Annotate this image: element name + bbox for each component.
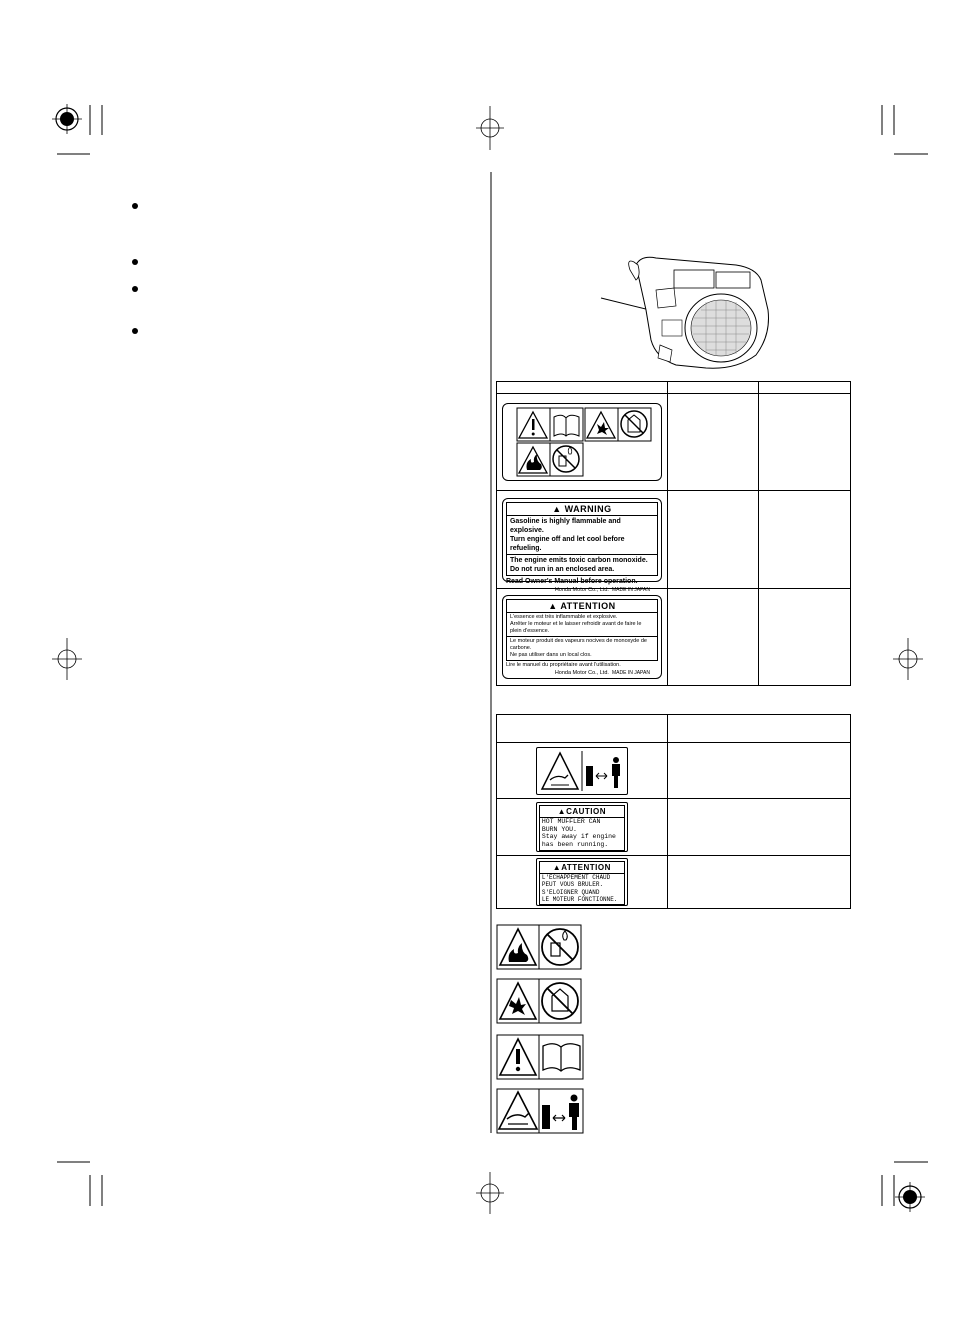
registration-cross-right [893,638,923,680]
attention-muffler-text-line: LE MOTEUR FONCTIONNE. [541,895,618,903]
open-book-icon [543,1044,580,1071]
engine-illustration [596,250,786,375]
bullet-1 [132,203,138,209]
warning-text-line: Do not run in an enclosed area. [509,565,615,573]
caution-text-line: BURN YOU. [541,825,577,833]
fire-triangle-icon [519,447,547,473]
warning-text-line: The engine emits toxic carbon monoxide. [509,556,648,564]
caution-title: ▲CAUTION [540,806,624,818]
attention-muffler-text-line: L'ECHAPPEMENT CHAUD [541,874,611,881]
explosion-triangle-icon [587,412,615,438]
no-enclosed-area-icon [542,983,578,1019]
safety-labels-table [496,381,851,686]
warning-text-line: Read Owner's Manual before operation. [505,577,638,585]
keep-distance-icon [586,757,620,788]
warning-label [502,498,662,593]
registration-cross-top [476,106,504,150]
warning-title: ▲ WARNING [507,503,657,516]
hot-muffler-pictogram [536,747,628,795]
bullet-3 [132,286,138,292]
hot-distance-pair [497,1089,583,1133]
attention-muffler-text-line: S'ELOIGNER QUAND [541,888,600,896]
warning-text-line: Gasoline is highly flammable and explosive. [509,517,621,534]
muffler-labels-table [496,714,851,909]
open-book-icon [554,415,579,436]
no-flame-refuel-icon [542,929,578,965]
fire-no-flame-pair [497,925,581,969]
registration-target-top-left [52,104,82,134]
no-flame-refuel-icon [553,446,579,472]
table-header-row [497,715,851,743]
attention-text-line: Le moteur produit des vapeurs nocives de monoxyde de carbone. [509,638,647,651]
caution-text-line: Stay away if engine [541,833,616,840]
caution-label [536,802,628,852]
caution-text-line: has been running. [541,840,609,848]
attention-text-line: L'essence est très inflammable et explosive. [509,614,618,620]
table-row [497,394,851,491]
hot-surface-icon [542,753,578,789]
made-in: MADE IN JAPAN [612,586,650,593]
made-in: MADE IN JAPAN [612,670,650,676]
registration-target-bottom-right [895,1182,925,1212]
table-row [497,856,851,909]
table-row [497,743,851,799]
warning-text-line: Turn engine off and let cool before refueling. [509,535,625,552]
attention-title: ▲ ATTENTION [507,600,657,613]
table-row [497,799,851,856]
attention-text-line: Arrêter le moteur et le laisser refroidir avant de faire le plein d'essence. [509,621,642,634]
table-row [497,589,851,686]
explosion-no-enclosed-pair [497,979,581,1023]
bullet-4 [132,328,138,334]
table-header-row [497,382,851,394]
no-enclosed-area-icon [621,411,647,437]
attention-text-line: Lire le manuel du propriétaire avant l'utilisation. [505,662,621,668]
registration-cross-bottom [476,1172,504,1214]
pictogram-legend [496,924,586,1136]
registration-cross-left [52,638,82,680]
pictogram-label [502,403,662,481]
bullet-2 [132,259,138,265]
attention-muffler-text-line: PEUT VOUS BRULER. [541,881,604,889]
exclamation-triangle-icon [519,412,547,438]
maker-name: Honda Motor Co., Ltd. [554,670,609,676]
table-row [497,491,851,589]
attention-text-line: Ne pas utiliser dans un local clos. [509,652,592,658]
caution-text-line: HOT MUFFLER CAN [541,818,601,825]
maker-name: Honda Motor Co., Ltd. [554,586,609,593]
attention-muffler-title: ▲ATTENTION [540,862,624,874]
alert-manual-pair [497,1035,583,1079]
attention-muffler-label [536,858,628,906]
attention-label [502,595,662,679]
